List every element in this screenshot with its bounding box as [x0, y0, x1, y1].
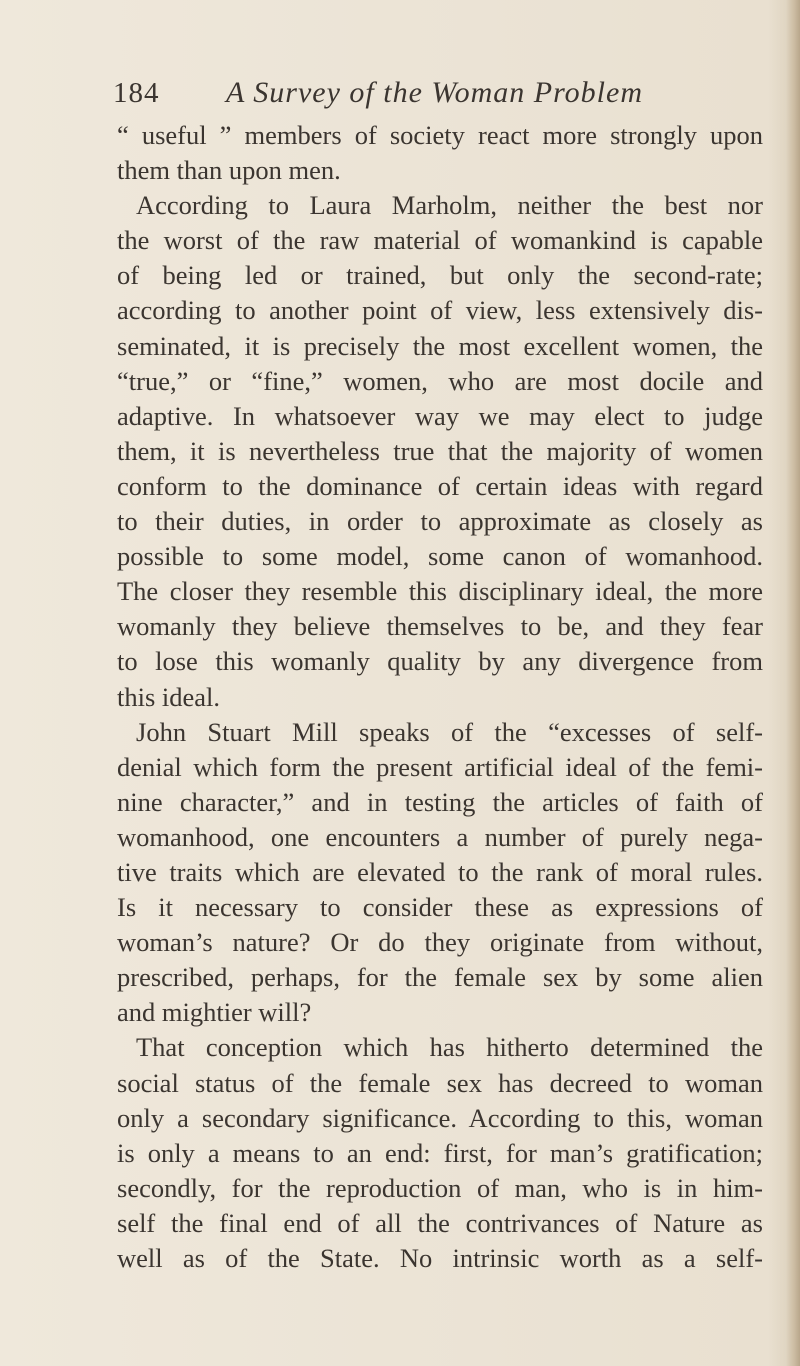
text-line: seminated, it is precisely the most excellent women, the	[117, 330, 763, 361]
text-line: according to another point of view, less extensively dis-	[117, 295, 763, 326]
text-line: of being led or trained, but only the second-rate;	[117, 260, 763, 291]
text-line: to lose this womanly quality by any divergence from	[117, 646, 763, 677]
text-line: conform to the dominance of certain ideas with regard	[117, 470, 763, 501]
text-line: “ useful ” members of society react more strongly upon	[117, 120, 763, 150]
text-line: woman’s nature? Or do they originate from without,	[117, 927, 763, 958]
text-line: only a secondary significance. According to this, woman	[117, 1102, 763, 1133]
text-line: possible to some model, some canon of womanhood.	[117, 541, 763, 572]
text-line: womanhood, one encounters a number of purely nega-	[117, 821, 763, 852]
text-line: That conception which has hitherto determined the	[136, 1032, 763, 1063]
text-line: denial which form the present artificial ideal of the femi-	[117, 751, 763, 782]
text-line: secondly, for the reproduction of man, who is in him-	[117, 1172, 763, 1203]
page-header	[113, 68, 763, 118]
text-line: and mightier will?	[117, 997, 312, 1028]
text-line: “true,” or “fine,” women, who are most docile and	[117, 365, 763, 396]
running-title: A Survey of the Woman Problem	[226, 76, 643, 109]
text-line: tive traits which are elevated to the rank of moral rules.	[117, 856, 763, 887]
text-line: womanly they believe themselves to be, and they fear	[117, 611, 763, 642]
text-line: is only a means to an end: first, for man’s gratification;	[117, 1137, 763, 1168]
text-line: prescribed, perhaps, for the female sex by some alien	[117, 962, 763, 993]
text-line: well as of the State. No intrinsic worth as a self-	[117, 1243, 763, 1273]
text-line: John Stuart Mill speaks of the “excesses of self-	[136, 716, 763, 747]
text-line: social status of the female sex has decreed to woman	[117, 1067, 763, 1098]
text-line: this ideal.	[117, 681, 221, 712]
text-line: them than upon men.	[117, 155, 341, 186]
text-line: Is it necessary to consider these as expressions of	[117, 892, 763, 923]
text-line: them, it is nevertheless true that the majority of women	[117, 435, 763, 466]
text-line: to their duties, in order to approximate as closely as	[117, 506, 763, 537]
page-edge	[786, 0, 800, 1366]
body-text	[117, 118, 763, 1276]
text-line: self the final end of all the contrivances of Nature as	[117, 1207, 763, 1238]
text-line: adaptive. In whatsoever way we may elect to judge	[117, 400, 763, 431]
text-line: the worst of the raw material of womankind is capable	[117, 225, 763, 256]
text-line: According to Laura Marholm, neither the best nor	[136, 190, 763, 221]
text-line: The closer they resemble this disciplinary ideal, the more	[117, 576, 763, 607]
text-line: nine character,” and in testing the articles of faith of	[117, 786, 763, 817]
page-number: 184	[113, 77, 160, 109]
